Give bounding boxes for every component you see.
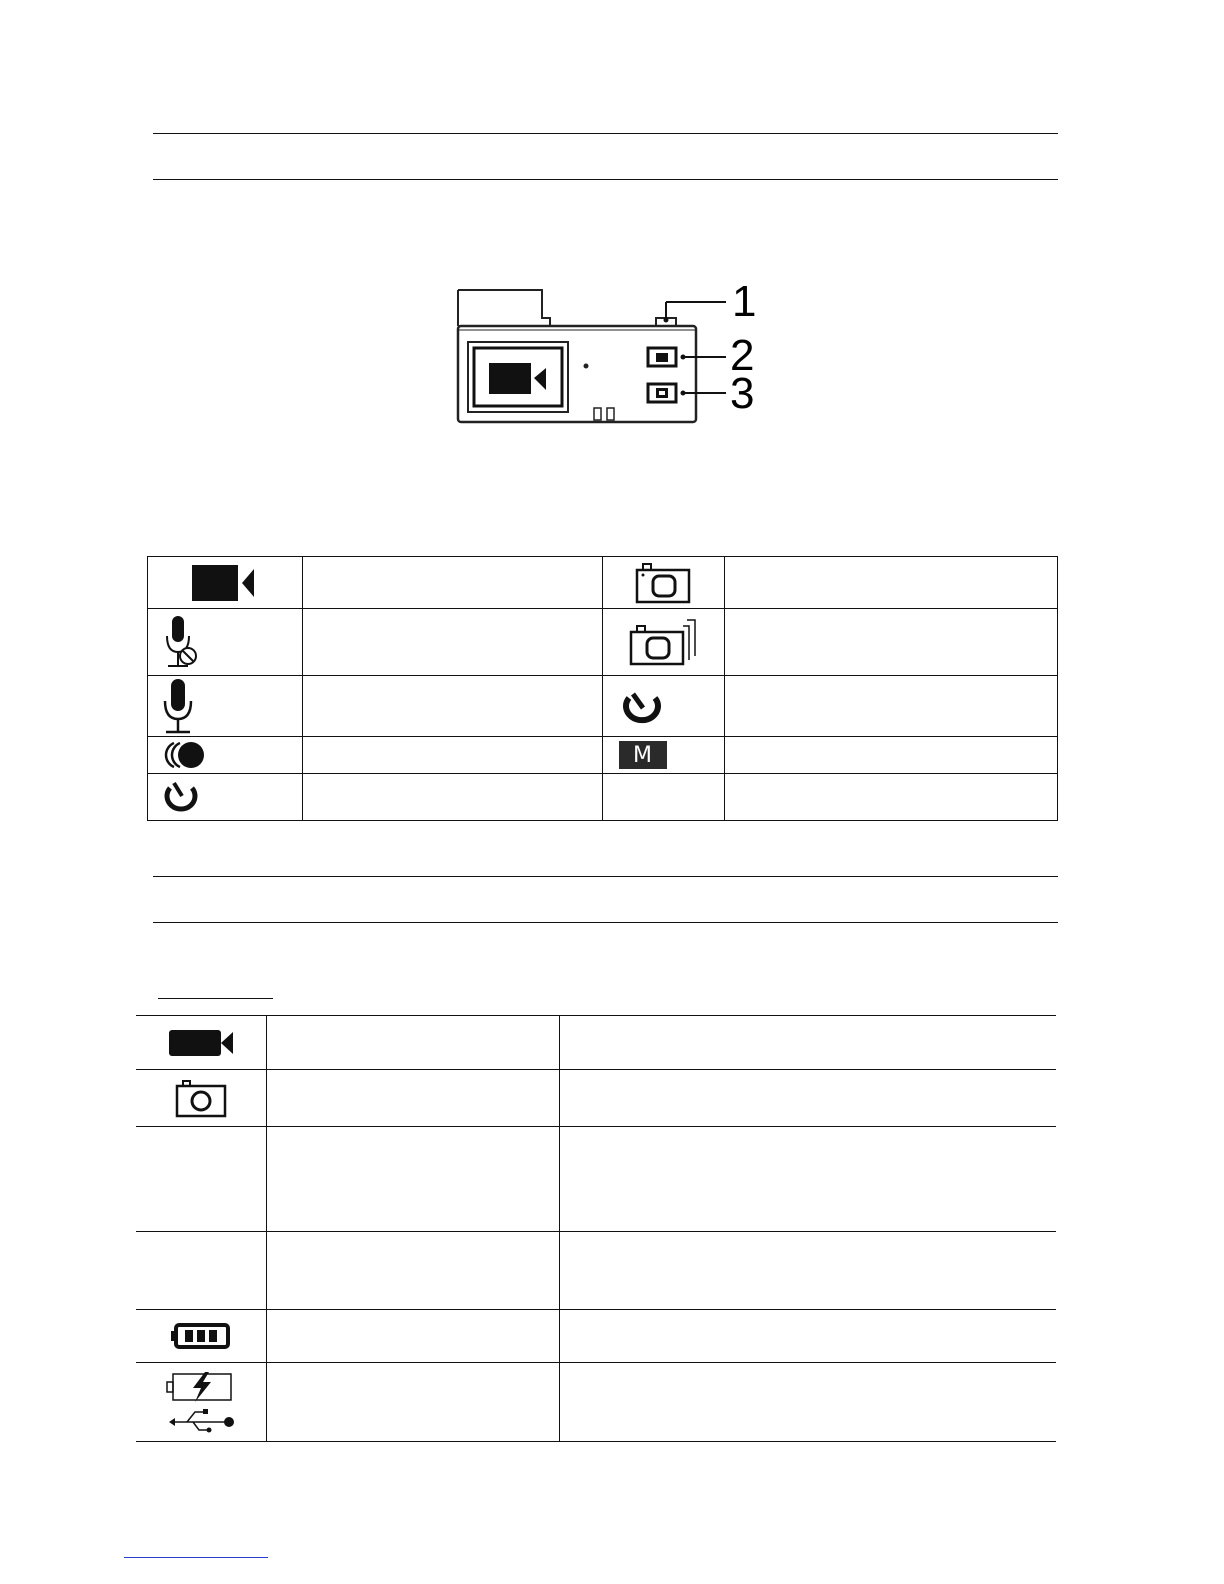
table-row (148, 774, 1058, 821)
section-rule-top (153, 876, 1058, 877)
row5-left-text (302, 774, 602, 821)
callout-2: 2 (730, 331, 755, 380)
status-row3-icon-cell (136, 1127, 266, 1232)
table-row (136, 1127, 1056, 1232)
status-row4-name (266, 1232, 559, 1310)
photo-mode-icon (635, 562, 691, 604)
status-row2-desc (559, 1070, 1056, 1127)
row4-right-text (725, 737, 1058, 774)
battery-icon (170, 1322, 232, 1350)
table-row (136, 1070, 1056, 1127)
table-row (148, 676, 1058, 737)
burst-photo-icon (629, 616, 697, 668)
table-row (148, 737, 1058, 774)
timer-icon (619, 690, 665, 726)
usb-charging-icon (165, 1370, 237, 1434)
row1-right-text (725, 557, 1058, 609)
row5-right-text (725, 774, 1058, 821)
status-row4-icon-cell (136, 1232, 266, 1310)
row4-left-text (302, 737, 602, 774)
video-mode-icon (190, 563, 260, 603)
callout-3: 3 (730, 369, 755, 418)
callout-1: 1 (732, 277, 757, 326)
table-row (136, 1016, 1056, 1070)
footer-link-underline (124, 1557, 268, 1558)
status-row5-name (266, 1310, 559, 1363)
status-row1-desc (559, 1016, 1056, 1070)
microphone-icon (162, 677, 196, 735)
table-row (136, 1232, 1056, 1310)
row1-left-text (302, 557, 602, 609)
row3-left-text (302, 676, 602, 737)
row3-right-text (725, 676, 1058, 737)
status-row3-desc (559, 1127, 1056, 1232)
header-rule-top (153, 133, 1058, 134)
table-row (136, 1363, 1056, 1442)
manual-mode-icon: M (619, 741, 667, 769)
status-row3-name (266, 1127, 559, 1232)
row2-right-text (725, 609, 1058, 676)
status-row5-desc (559, 1310, 1056, 1363)
subheading-underline (158, 998, 273, 999)
status-row6-desc (559, 1363, 1056, 1442)
status-row6-name (266, 1363, 559, 1442)
mic-muted-icon (162, 614, 200, 670)
self-timer-icon (162, 780, 200, 814)
camera-diagram (450, 277, 770, 430)
status-icon-table (136, 1015, 1056, 1442)
photo-capture-icon (175, 1078, 227, 1118)
mode-icon-table (147, 556, 1058, 821)
status-row2-name (266, 1070, 559, 1127)
header-rule-bottom (153, 179, 1058, 180)
status-row1-name (266, 1016, 559, 1070)
table-row (148, 609, 1058, 676)
time-lapse-icon (162, 740, 206, 770)
video-record-icon (167, 1028, 235, 1058)
row5-right-icon-cell (602, 774, 725, 821)
section-rule-bottom (153, 922, 1058, 923)
row2-left-text (302, 609, 602, 676)
status-row4-desc (559, 1232, 1056, 1310)
table-row (148, 557, 1058, 609)
table-row (136, 1310, 1056, 1363)
